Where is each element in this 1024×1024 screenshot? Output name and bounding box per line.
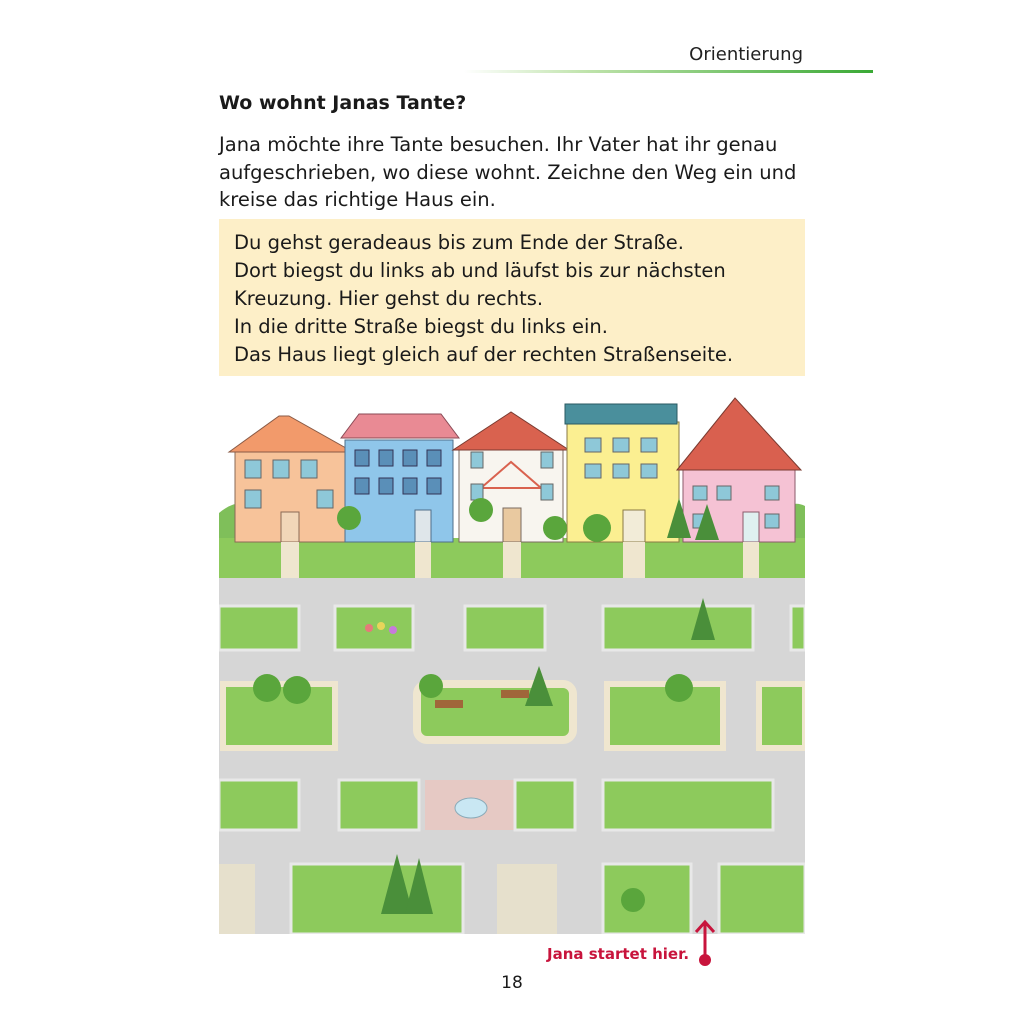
start-label: Jana startet hier. (547, 945, 690, 963)
page-title: Wo wohnt Janas Tante? (219, 92, 467, 114)
town-map[interactable] (219, 388, 805, 934)
section-label: Orientierung (689, 44, 803, 65)
intro-line: kreise das richtige Haus ein. (219, 188, 496, 211)
path (415, 542, 431, 578)
path (281, 542, 299, 578)
path (623, 542, 645, 578)
direction-line: Dort biegst du links ab und läufst bis zur nächsten (234, 259, 726, 282)
page-number: 18 (501, 973, 523, 993)
path (743, 542, 759, 578)
direction-line: Du gehst geradeaus bis zum Ende der Straße. (234, 231, 684, 254)
start-arrow-icon (690, 918, 720, 968)
direction-line: Kreuzung. Hier gehst du rechts. (234, 287, 544, 310)
direction-line: In die dritte Straße biegst du links ein. (234, 315, 608, 338)
header-rule (464, 70, 873, 73)
intro-line: aufgeschrieben, wo diese wohnt. Zeichne den Weg ein und (219, 160, 797, 184)
intro-line: Jana möchte ihre Tante besuchen. Ihr Vater hat ihr genau (219, 133, 778, 156)
directions-box (219, 219, 805, 376)
direction-line: Das Haus liegt gleich auf der rechten Straßenseite. (234, 343, 734, 366)
path (503, 542, 521, 578)
house-yellow[interactable] (565, 404, 679, 542)
intro-text (219, 131, 809, 214)
